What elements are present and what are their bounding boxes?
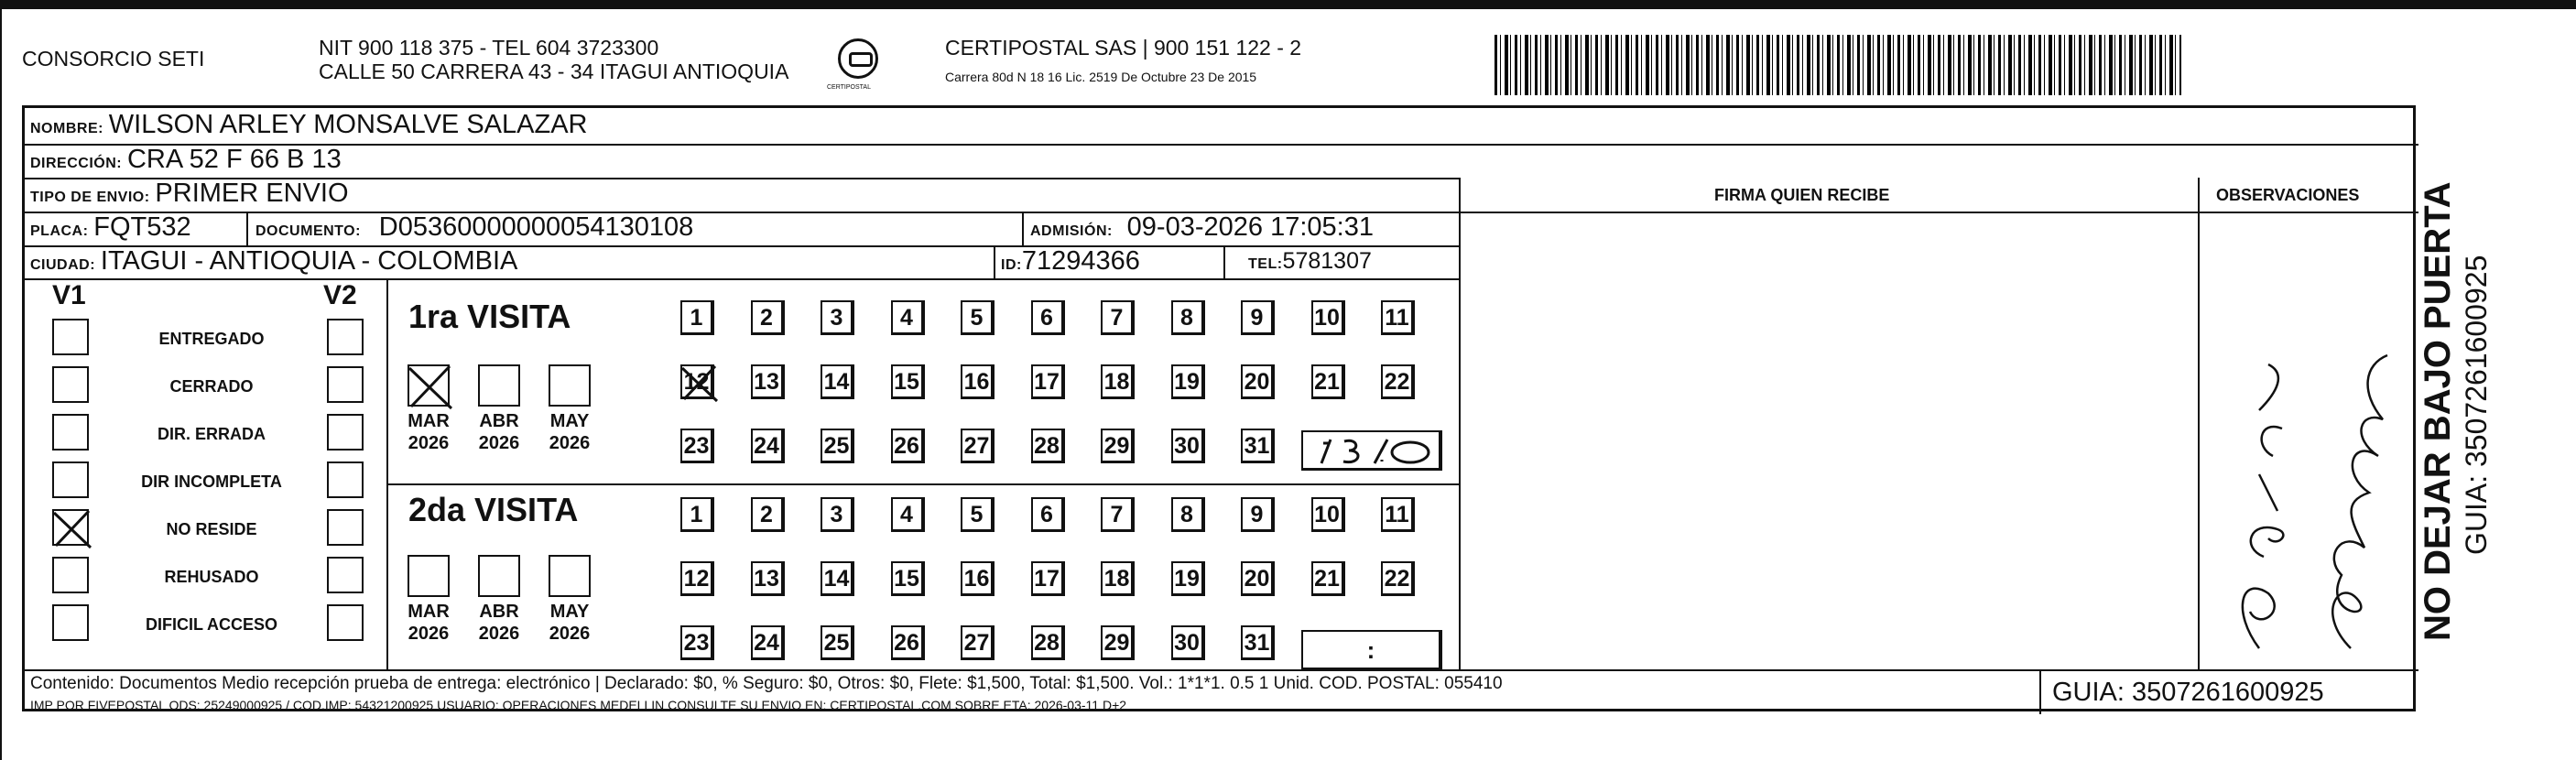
status-label: CERRADO [169, 377, 254, 396]
month-checkbox[interactable] [478, 555, 520, 597]
month-label: ABR [479, 602, 519, 622]
nit-line: NIT 900 118 375 - TEL 604 3723300 [319, 36, 659, 60]
footer-divider [25, 669, 2418, 671]
ciudad-row [30, 246, 517, 277]
first-visit-day[interactable]: 11 [1381, 300, 1415, 335]
col-divider [246, 212, 248, 246]
second-visit-day[interactable]: 3 [821, 497, 854, 532]
v2-checkbox[interactable] [327, 557, 364, 593]
contenido-line: Contenido: Documentos Medio recepción prueba de entrega: electrónico | Declarado: $0, % Seguro: $0, Otros: $0, Flete: $1,500, Total: $1,500. Vol.: 1*1*1. 0.5 1 Unid. COD. POSTAL: 055410 [30, 674, 1503, 693]
year-label: 2026 [478, 433, 520, 453]
v1-checkbox[interactable] [52, 366, 89, 403]
second-visit-day[interactable]: 30 [1171, 625, 1205, 660]
v1-checkbox[interactable] [52, 461, 89, 498]
second-visit-day[interactable]: 17 [1031, 561, 1065, 596]
first-visit-day[interactable]: 9 [1241, 300, 1275, 335]
observaciones-header: OBSERVACIONES [2216, 186, 2360, 204]
col-divider [1459, 178, 1461, 670]
v1-checkbox[interactable] [52, 509, 89, 546]
v2-checkbox[interactable] [327, 461, 364, 498]
month-checkbox[interactable] [478, 364, 520, 407]
id-label: ID: [1001, 257, 1022, 273]
barcode-icon [1495, 35, 2181, 95]
second-visit-day[interactable]: 22 [1381, 561, 1415, 596]
status-label: DIR INCOMPLETA [141, 472, 282, 491]
first-visit-day[interactable]: 17 [1031, 364, 1065, 399]
tel-row [1248, 248, 1372, 275]
first-visit-day[interactable]: 24 [751, 429, 785, 463]
first-visit-day[interactable]: 23 [680, 429, 714, 463]
logo-text: CERTIPOSTAL [827, 84, 871, 91]
second-visit-day[interactable]: 25 [821, 625, 854, 660]
v2-checkbox[interactable] [327, 319, 364, 355]
second-visit-day[interactable]: 5 [961, 497, 995, 532]
documento-value: D05360000000054130108 [378, 212, 694, 242]
v2-checkbox[interactable] [327, 509, 364, 546]
imp-line: IMP POR FIVEPOSTAL ODS: 25249000925 / COD.IMP: 54321200925 USUARIO: OPERACIONES MEDELLIN CONSULTE SU ENVIO EN: CERTIPOSTAL.COM SOBRE ETA: 2026-03-11 D+2 [30, 698, 1127, 712]
no-dejar-label: NO DEJAR BAJO PUERTA [2418, 181, 2458, 641]
firma-header: FIRMA QUIEN RECIBE [1714, 186, 1890, 204]
v1-label: V1 [52, 280, 86, 310]
second-visit-day[interactable]: 6 [1031, 497, 1065, 532]
second-visit-day[interactable]: 13 [751, 561, 785, 596]
month-checkbox[interactable] [408, 555, 450, 597]
first-visit-day[interactable]: 26 [891, 429, 925, 463]
row-divider [25, 144, 2418, 146]
year-label: 2026 [408, 433, 450, 453]
company-name: CONSORCIO SETI [22, 47, 205, 71]
second-visit-day[interactable]: 4 [891, 497, 925, 532]
second-visit-day[interactable]: 24 [751, 625, 785, 660]
second-visit-day[interactable]: 23 [680, 625, 714, 660]
shipping-form [22, 105, 2416, 711]
admision-row [1030, 212, 1374, 243]
tipo-value: PRIMER ENVIO [155, 179, 349, 208]
status-label: NO RESIDE [166, 520, 257, 538]
second-visit-day[interactable]: 29 [1101, 625, 1135, 660]
v2-checkbox[interactable] [327, 366, 364, 403]
first-visit-day[interactable]: 21 [1311, 364, 1345, 399]
col-divider [994, 245, 995, 280]
col-divider [2198, 178, 2200, 670]
first-visit-day[interactable]: 31 [1241, 429, 1275, 463]
documento-row [255, 212, 693, 243]
handwritten-time [1303, 432, 1440, 469]
month-label: MAR [408, 602, 450, 622]
first-visit-day[interactable]: 18 [1101, 364, 1135, 399]
col-divider [1022, 212, 1024, 246]
first-visit-day[interactable]: 4 [891, 300, 925, 335]
second-visit-day[interactable]: 31 [1241, 625, 1275, 660]
first-visit-time-box[interactable] [1301, 430, 1442, 471]
first-visit-day[interactable]: 25 [821, 429, 854, 463]
second-visit-day[interactable]: 15 [891, 561, 925, 596]
status-label: DIR. ERRADA [157, 425, 266, 443]
second-visit-day[interactable]: 18 [1101, 561, 1135, 596]
second-visit-day[interactable]: 11 [1381, 497, 1415, 532]
status-label: ENTREGADO [158, 330, 265, 348]
month-checkbox[interactable] [549, 364, 591, 407]
year-label: 2026 [549, 624, 591, 644]
status-label: DIFICIL ACCESO [145, 615, 277, 634]
admision-value: 09-03-2026 17:05:31 [1126, 212, 1374, 242]
direccion-row [30, 145, 342, 175]
second-visit-day[interactable]: 2 [751, 497, 785, 532]
first-visit-day[interactable]: 13 [751, 364, 785, 399]
second-visit-day[interactable]: 10 [1311, 497, 1345, 532]
first-visit-day[interactable]: 27 [961, 429, 995, 463]
tel-label: TEL: [1248, 256, 1283, 272]
v1-checkbox[interactable] [52, 414, 89, 451]
first-visit-day[interactable]: 29 [1101, 429, 1135, 463]
v2-label: V2 [323, 280, 357, 310]
first-visit-day[interactable]: 1 [680, 300, 714, 335]
second-visit-day[interactable]: 12 [680, 561, 714, 596]
v1-checkbox[interactable] [52, 319, 89, 355]
col-divider [1223, 245, 1225, 280]
second-visit-day[interactable]: 1 [680, 497, 714, 532]
placa-label: PLACA: [30, 223, 89, 239]
handwritten-observation [2204, 337, 2415, 657]
second-visit-time-box[interactable]: : [1301, 630, 1442, 670]
ciudad-label: CIUDAD: [30, 257, 96, 273]
first-visit-day[interactable]: 2 [751, 300, 785, 335]
first-visit-day[interactable]: 20 [1241, 364, 1275, 399]
first-visit-title: 1ra VISITA [408, 298, 571, 335]
first-visit-day[interactable]: 19 [1171, 364, 1205, 399]
id-row [1001, 246, 1140, 277]
second-visit-day[interactable]: 19 [1171, 561, 1205, 596]
year-label: 2026 [408, 624, 450, 644]
first-visit-day[interactable]: 6 [1031, 300, 1065, 335]
visit-divider [386, 483, 1460, 485]
status-label: REHUSADO [164, 568, 259, 586]
first-visit-day[interactable]: 14 [821, 364, 854, 399]
col-divider [2039, 669, 2041, 714]
certipostal-logo-icon [838, 38, 878, 79]
first-visit-day[interactable]: 8 [1171, 300, 1205, 335]
first-visit-day[interactable]: 22 [1381, 364, 1415, 399]
certipostal-line: CERTIPOSTAL SAS | 900 151 122 - 2 [945, 36, 1302, 60]
second-visit-day[interactable]: 16 [961, 561, 995, 596]
nombre-row [30, 110, 588, 140]
month-label: MAY [549, 602, 590, 622]
second-visit-day[interactable]: 14 [821, 561, 854, 596]
v1-checkbox[interactable] [52, 604, 89, 641]
ciudad-value: ITAGUI - ANTIOQUIA - COLOMBIA [100, 246, 518, 276]
tel-value: 5781307 [1282, 248, 1372, 274]
first-visit-day[interactable]: 3 [821, 300, 854, 335]
first-visit-day[interactable]: 5 [961, 300, 995, 335]
admision-label: ADMISIÓN: [1030, 223, 1113, 239]
v2-checkbox[interactable] [327, 414, 364, 451]
second-visit-day[interactable]: 20 [1241, 561, 1275, 596]
documento-label: DOCUMENTO: [255, 223, 361, 239]
row-divider [25, 278, 1459, 280]
first-visit-day[interactable]: 12 [680, 364, 714, 399]
first-visit-day[interactable]: 10 [1311, 300, 1345, 335]
nombre-value: WILSON ARLEY MONSALVE SALAZAR [108, 110, 588, 139]
second-visit-day[interactable]: 7 [1101, 497, 1135, 532]
footer-guia: GUIA: 3507261600925 [2052, 678, 2324, 707]
col-divider [386, 278, 388, 670]
first-visit-day[interactable]: 7 [1101, 300, 1135, 335]
second-visit-day[interactable]: 9 [1241, 497, 1275, 532]
first-visit-day[interactable]: 16 [961, 364, 995, 399]
month-label: ABR [479, 411, 519, 431]
month-label: MAY [549, 411, 590, 431]
side-guia: GUIA: 3507261600925 [2460, 255, 2493, 555]
second-visit-title: 2da VISITA [408, 491, 579, 528]
license-line: Carrera 80d N 18 16 Lic. 2519 De Octubre 23 De 2015 [945, 70, 1257, 84]
tipo-label: TIPO DE ENVIO: [30, 190, 150, 205]
id-value: 71294366 [1021, 246, 1140, 276]
v2-checkbox[interactable] [327, 604, 364, 641]
first-visit-day[interactable]: 28 [1031, 429, 1065, 463]
nombre-label: NOMBRE: [30, 121, 103, 136]
tipo-row [30, 179, 349, 209]
month-checkbox[interactable] [408, 364, 450, 407]
month-label: MAR [408, 411, 450, 431]
second-visit-day[interactable]: 28 [1031, 625, 1065, 660]
address-line: CALLE 50 CARRERA 43 - 34 ITAGUI ANTIOQUIA [319, 60, 789, 83]
year-label: 2026 [478, 624, 520, 644]
second-visit-day[interactable]: 26 [891, 625, 925, 660]
second-visit-day[interactable]: 27 [961, 625, 995, 660]
direccion-value: CRA 52 F 66 B 13 [126, 145, 342, 174]
second-visit-day[interactable]: 21 [1311, 561, 1345, 596]
v1-checkbox[interactable] [52, 557, 89, 593]
placa-row [30, 212, 191, 243]
month-checkbox[interactable] [549, 555, 591, 597]
second-visit-day[interactable]: 8 [1171, 497, 1205, 532]
year-label: 2026 [549, 433, 591, 453]
first-visit-day[interactable]: 30 [1171, 429, 1205, 463]
direccion-label: DIRECCIÓN: [30, 156, 123, 171]
placa-value: FQT532 [93, 212, 191, 242]
first-visit-day[interactable]: 15 [891, 364, 925, 399]
